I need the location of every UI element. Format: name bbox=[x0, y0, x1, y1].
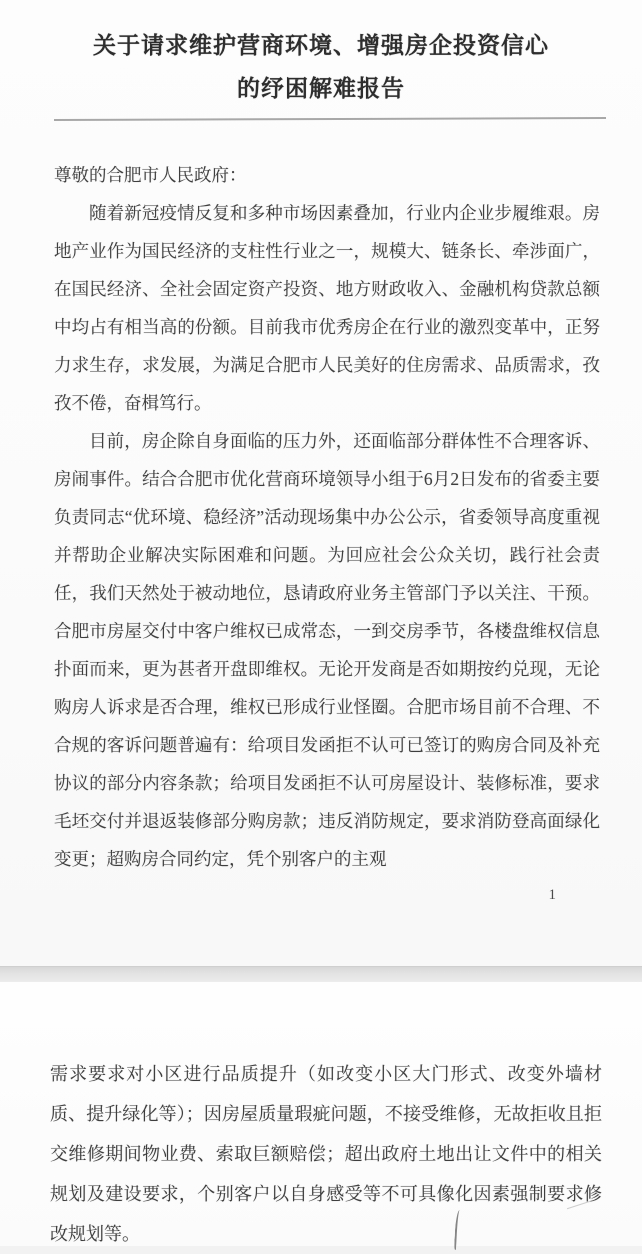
document-title bbox=[0, 0, 642, 110]
page-1-body bbox=[0, 156, 642, 878]
body-paragraph-1: 随着新冠疫情反复和多种市场因素叠加，行业内企业步履维艰。房地产业作为国民经济的支柱性行业之一，规模大、链条长、牵涉面广，在国民经济、全社会固定资产投资、地方财政收入、金融机构贷款总额中均占有相当高的份额。目前我市优秀房企在行业的激烈变革中，正努力求生存，求发展，为满足合肥市人民美好的住房需求、品质需求，孜孜不倦，奋楫笃行。 bbox=[54, 203, 600, 413]
page-2-body bbox=[0, 982, 642, 1254]
document-title-line-1: 关于请求维护营商环境、增强房企投资信心 bbox=[93, 33, 549, 58]
title-underline-rule bbox=[54, 117, 606, 121]
body-paragraph-2: 目前，房企除自身面临的压力外，还面临部分群体性不合理客诉、房闹事件。结合合肥市优化营商环境领导小组于6月2日发布的省委主要负责同志“优环境、稳经济”活动现场集中办公公示，省委领导高度重视并帮助企业解决实际困难和问题。为回应社会公众关切，践行社会责任，我们天然处于被动地位，恳请政府业务主管部门予以关注、干预。合肥市房屋交付中客户维权已成常态，一到交房季节，各楼盘维权信息扑面而来，更为甚者开盘即维权。无论开发商是否如期按约兑现，无论购房人诉求是否合理，维权已形成行业怪圈。合肥市场目前不合理、不合规的客诉问题普遍有：给项目发函拒不认可已签订的购房合同及补充协议的部分内容条款；给项目发函拒不认可房屋设计、装修标准，要求毛坯交付并退返装修部分购房款；违反消防规定，要求消防登高面绿化变更；超购房合同约定，凭个别客户的主观 bbox=[54, 431, 600, 869]
salutation-line: 尊敬的合肥市人民政府： bbox=[54, 165, 247, 185]
page-break-separator bbox=[0, 966, 642, 982]
report-page-2 bbox=[0, 982, 642, 1246]
continuation-paragraph: 需求要求对小区进行品质提升（如改变小区大门形式、改变外墙材质、提升绿化等）；因房屋质量瑕疵问题，不接受维修，无故拒收且拒交维修期间物业费、索取巨额赔偿；超出政府土地出让文件中的相关规划及建设要求，个别客户以自身感受等不可具像化因素强制要求修改规划等。 bbox=[50, 1064, 602, 1244]
document-title-line-2: 的纾困解难报告 bbox=[237, 76, 405, 101]
page-number: 1 bbox=[548, 887, 556, 903]
